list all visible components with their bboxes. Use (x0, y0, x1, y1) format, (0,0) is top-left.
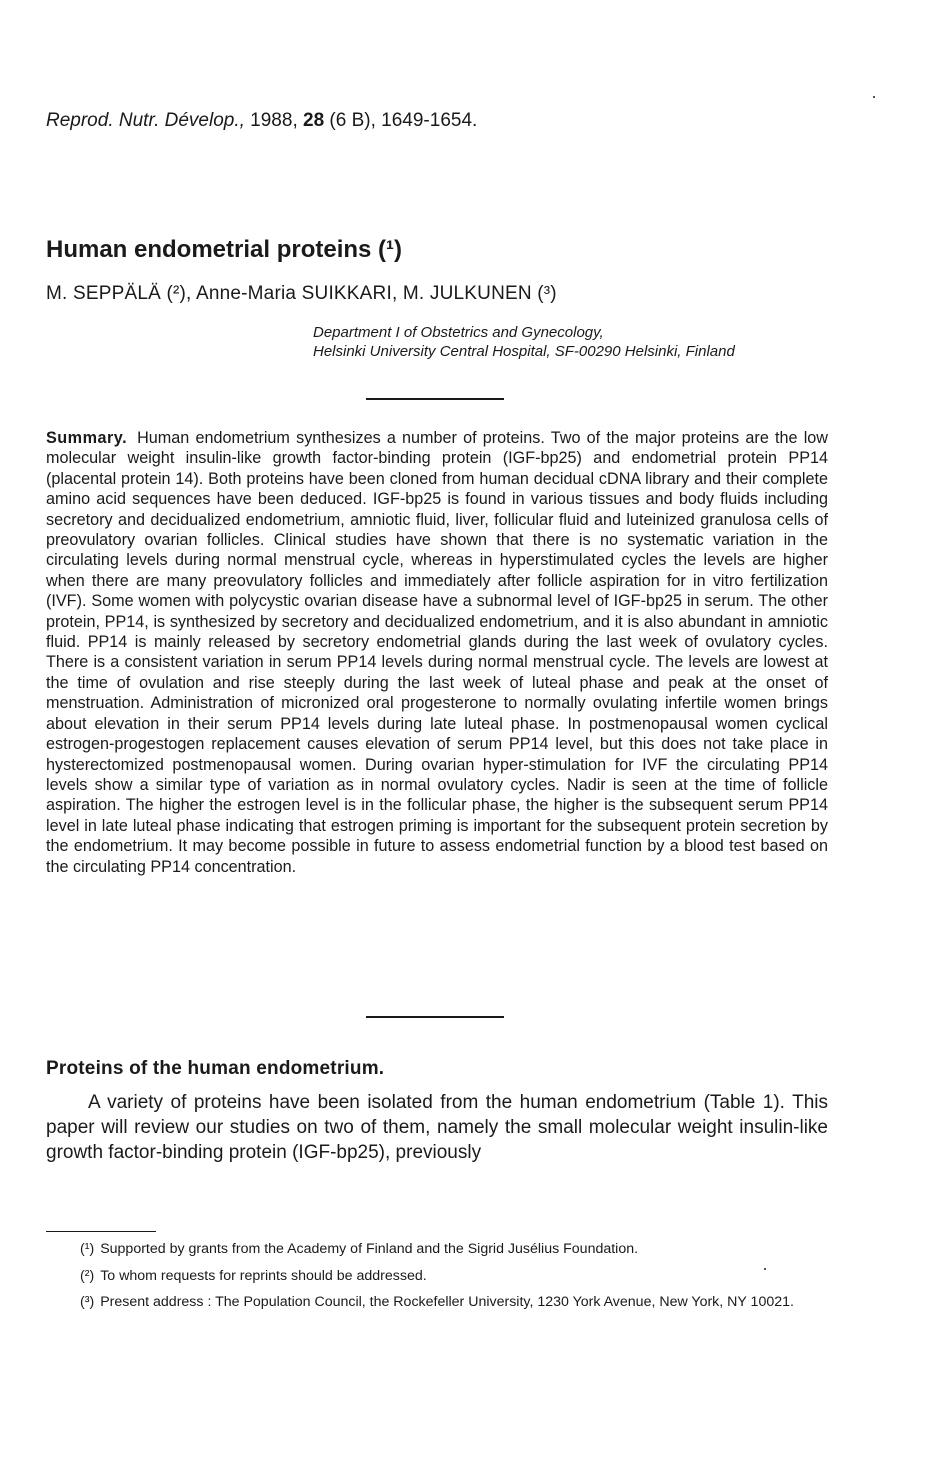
body-paragraph: A variety of proteins have been isolated from the human endometrium (Table 1). This paper will review our studies on two of them, namely the small molecular weight insulin-like growth factor-binding protein (IGF-bp25), previously (46, 1092, 828, 1163)
footnote-text: Supported by grants from the Academy of Finland and the Sigrid Jusélius Foundation. (100, 1241, 639, 1257)
separator-rule (366, 1016, 504, 1018)
footnote-text: To whom requests for reprints should be addressed. (100, 1268, 427, 1284)
footnote-rule (46, 1231, 156, 1232)
footnote-marker: (²) (80, 1268, 95, 1284)
footnote (46, 1294, 828, 1311)
article-title: Human endometrial proteins (¹) (46, 236, 403, 263)
affiliation-line-2: Helsinki University Central Hospital, SF-00290 Helsinki, Finland (313, 343, 735, 360)
summary-paragraph (46, 428, 828, 877)
journal-volume: 28 (303, 110, 325, 131)
journal-citation (46, 110, 477, 132)
journal-issue-pages: (6 B), 1649-1654. (329, 110, 478, 131)
scan-speck (873, 96, 875, 98)
footnote-marker: (³) (80, 1294, 95, 1310)
journal-name: Reprod. Nutr. Dévelop., (46, 110, 245, 131)
footnote-text: Present address : The Population Council, the Rockefeller University, 1230 York Avenue, New York, NY 10021. (100, 1294, 794, 1310)
affiliation (313, 323, 735, 361)
footnote (80, 1268, 427, 1285)
footnote-marker: (¹) (80, 1241, 95, 1257)
summary-label: Summary. (46, 429, 128, 447)
author-list: M. SEPPÄLÄ (²), Anne-Maria SUIKKARI, M. JULKUNEN (³) (46, 283, 557, 304)
separator-rule (366, 398, 504, 400)
scan-speck (764, 1268, 766, 1270)
section-heading: Proteins of the human endometrium. (46, 1058, 385, 1079)
journal-year: 1988, (250, 110, 298, 131)
footnote (80, 1241, 638, 1258)
summary-text: Human endometrium synthesizes a number of proteins. Two of the major proteins are the low molecular weight insulin-like growth factor-binding protein (IGF-bp25) and endometrial protein PP14 (placental protein 14). Both proteins have been cloned from human decidual cDNA library and their complete amino acid sequences have been deduced. IGF-bp25 is found in various tissues and body fluids including secretory and decidualized endometrium, amniotic fluid, liver, follicular fluid and luteinized granulosa cells of preovulatory ovarian follicles. Clinical studies have shown that there is no systematic variation in the circulating levels during normal menstrual cycle, whereas in hyperstimulated cycles the levels are higher when there are many preovulatory follicles and immediately after follicle aspiration for in vitro fertilization (IVF). Some women with polycystic ovarian disease have a subnormal level of IGF-bp25 in serum. The other protein, PP14, is synthesized by secretory and decidualized endometrium, and it is also abundant in amniotic fluid. PP14 is mainly released by secretory endometrial glands during the last week of ovulatory cycles. There is a consistent variation in serum PP14 levels during normal menstrual cycle. The levels are lowest at the time of ovulation and rise steeply during the last week of luteal phase and peak at the onset of menstruation. Administration of micronized oral progesterone to normally ovulating infertile women brings about elevation in their serum PP14 levels during late luteal phase. In postmenopausal women cyclical estrogen-progestogen replacement causes elevation of serum PP14 level, but this does not take place in hysterectomized postmenopausal women. During ovarian hyper-stimulation for IVF the circulating PP14 levels show a similar type of variation as in normal ovulatory cycles. Nadir is seen at the time of follicle aspiration. The higher the estrogen level is in the follicular phase, the higher is the subsequent serum PP14 level in late luteal phase indicating that estrogen priming is important for the subsequent protein secretion by the endometrium. It may become possible in future to assess endometrial function by a blood test based on the circulating PP14 concentration. (46, 429, 828, 876)
affiliation-line-1: Department I of Obstetrics and Gynecology, (313, 324, 604, 341)
